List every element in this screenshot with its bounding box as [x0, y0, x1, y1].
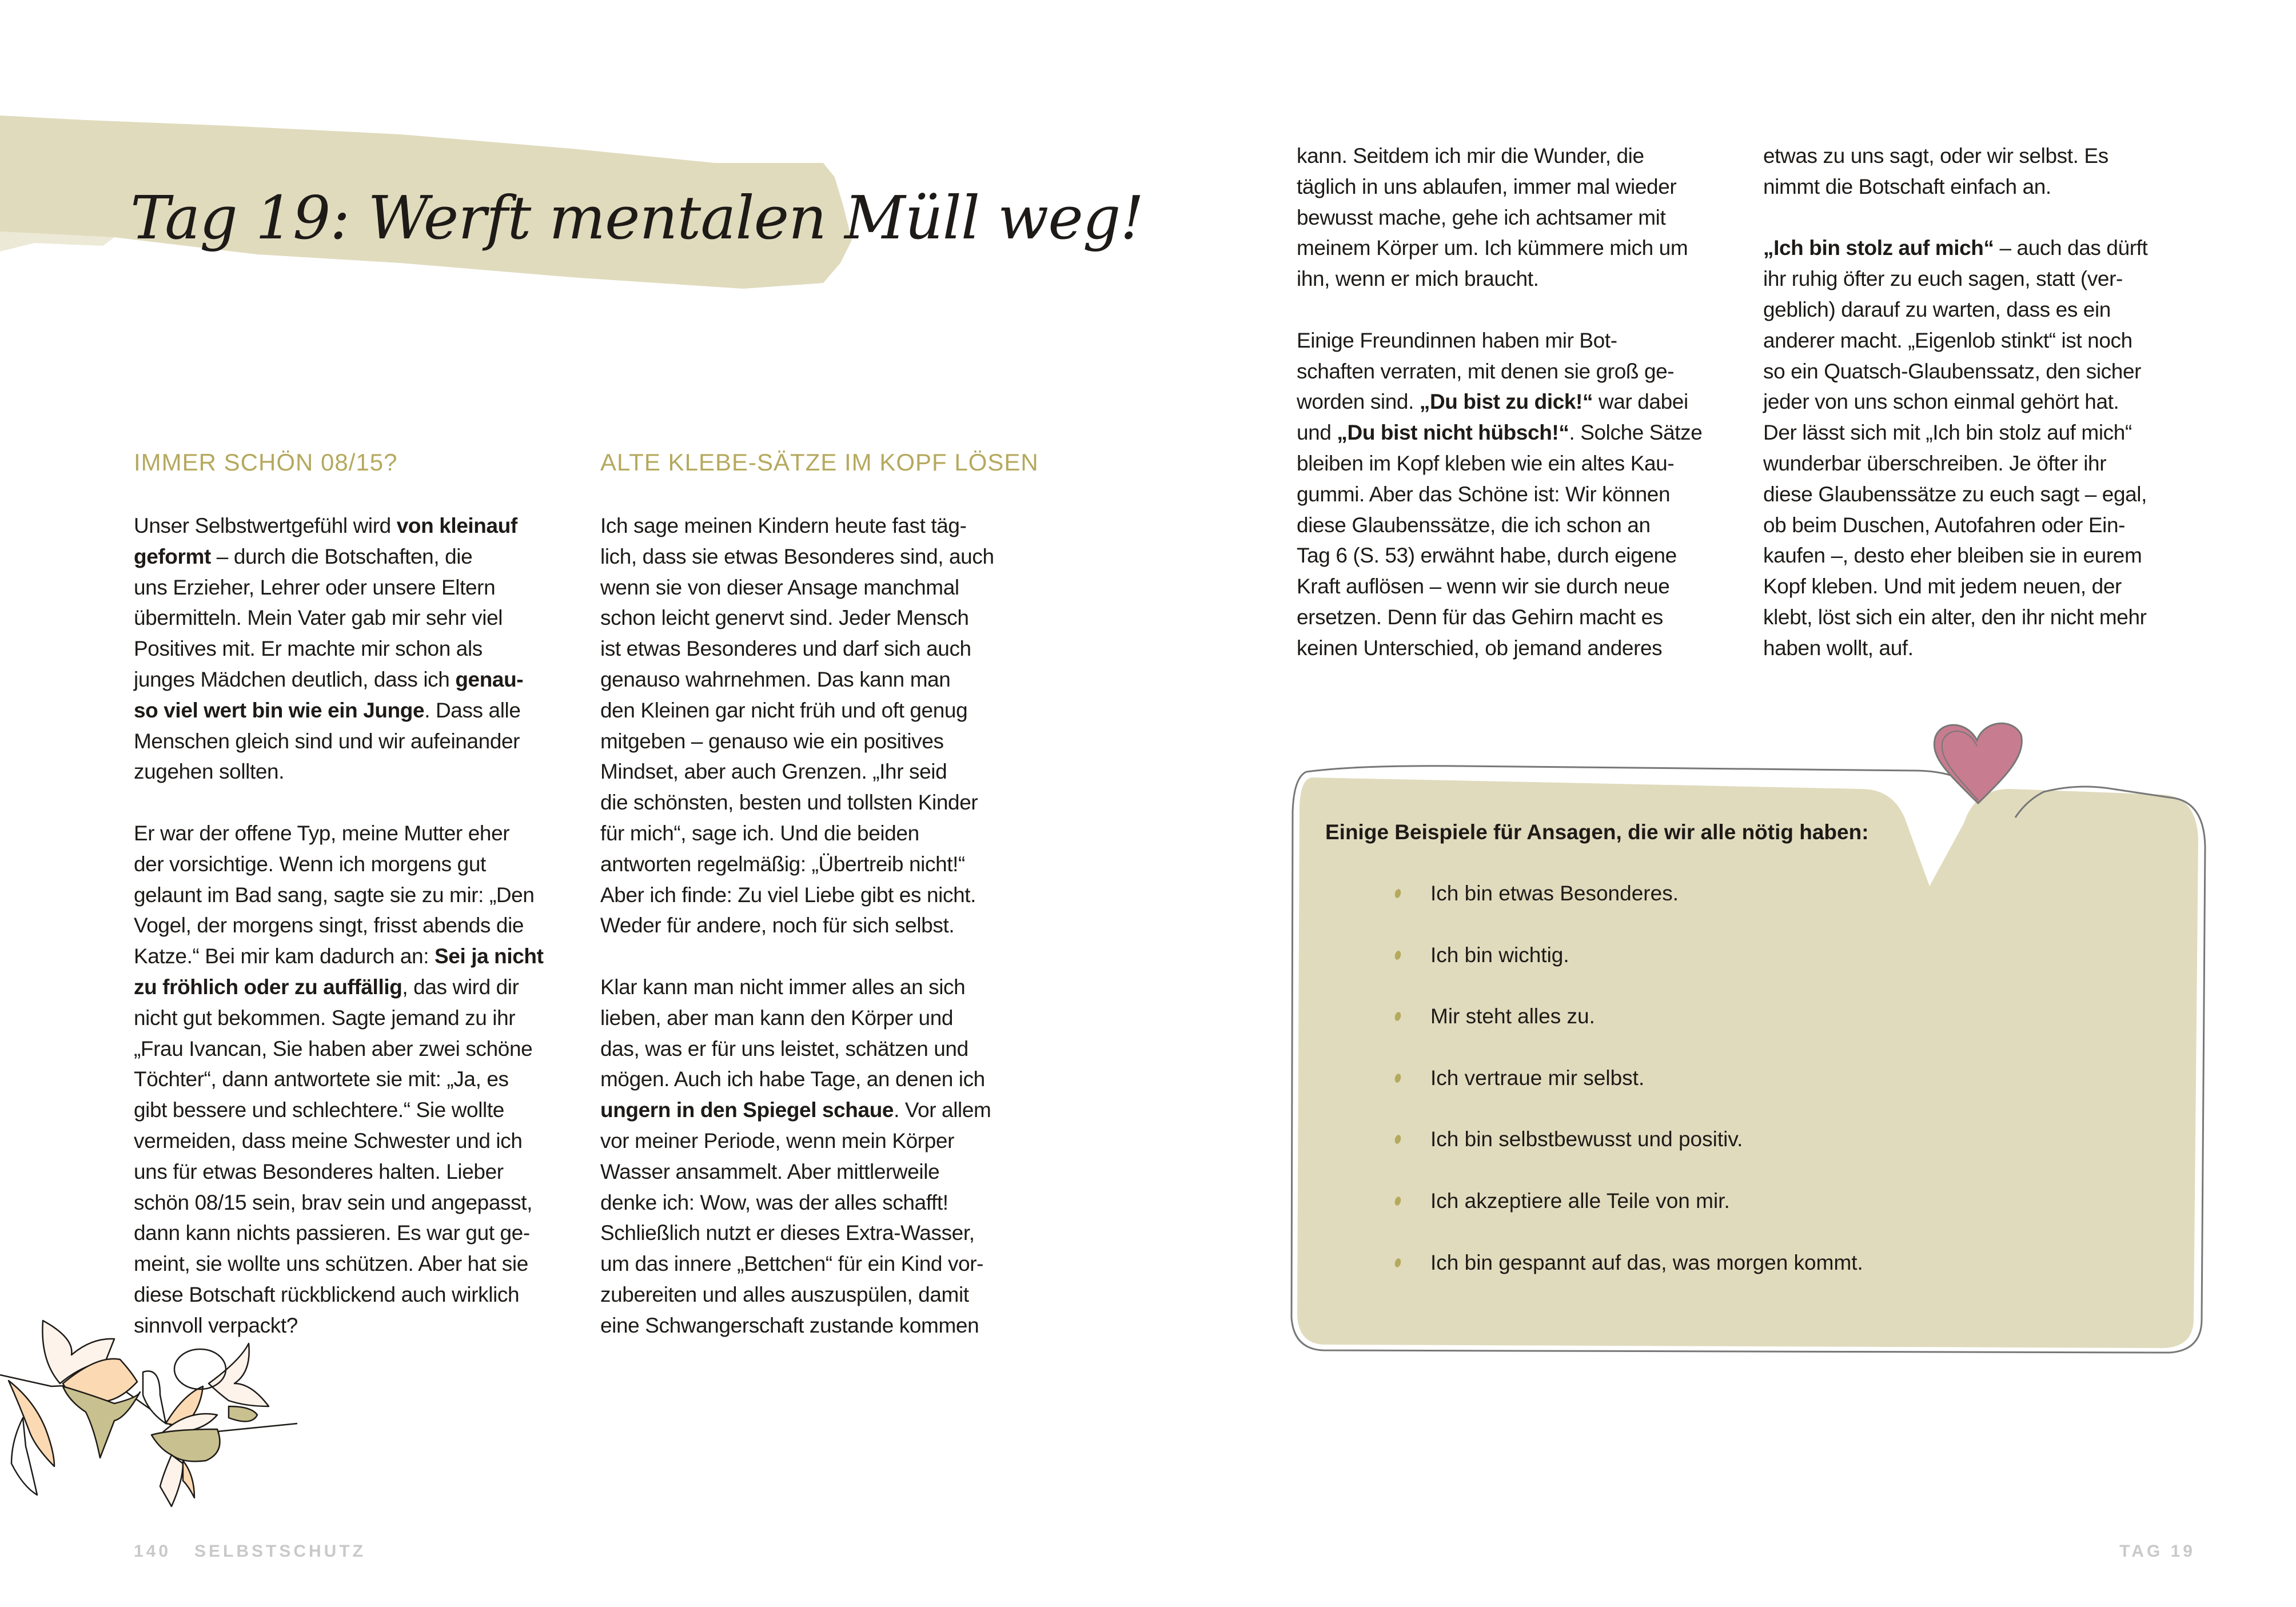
text-line: genauso wahrnehmen. Das kann man	[600, 667, 951, 691]
text-line: bewusst mache, gehe ich achtsamer mit	[1297, 205, 1666, 229]
text-line: „Frau Ivancan, Sie haben aber zwei schöne	[134, 1036, 533, 1060]
bold-text: so viel wert bin wie ein Junge	[134, 698, 425, 722]
text-line: Einige Freundinnen haben mir Bot-	[1297, 328, 1617, 352]
text-line: schaften verraten, mit denen sie groß ge-	[1297, 359, 1675, 383]
footer-section-title: SELBSTSCHUTZ	[194, 1542, 366, 1561]
list-item-text: Mir steht alles zu.	[1430, 1004, 1595, 1028]
text-line: denke ich: Wow, was der alles schafft!	[600, 1190, 948, 1214]
text-line: kann. Seitdem ich mir die Wunder, die	[1297, 144, 1644, 168]
text-segment: junges Mädchen deutlich, dass ich	[134, 667, 456, 691]
text-line	[1297, 386, 1748, 417]
bold-text: „Ich bin stolz auf mich“	[1763, 236, 1994, 260]
text-segment: und	[1297, 421, 1337, 445]
text-line: Vogel, der morgens singt, frisst abends die	[134, 914, 524, 938]
text-line: schon leicht genervt sind. Jeder Mensch	[600, 606, 969, 630]
text-line: Klar kann man nicht immer alles an sich	[600, 975, 966, 999]
text-column-2	[600, 511, 1052, 1341]
text-line: nicht gut bekommen. Sagte jemand zu ihr	[134, 1006, 516, 1030]
bullet-icon	[1394, 1258, 1402, 1268]
text-line: Töchter“, dann antwortete sie mit: „Ja, es	[134, 1067, 509, 1091]
text-line: wunderbar überschreiben. Je öfter ihr	[1763, 451, 2107, 475]
text-line	[1763, 202, 2215, 233]
bold-text: Sei ja nicht	[434, 944, 544, 968]
bold-text: zu fröhlich oder zu auffällig	[134, 975, 402, 999]
text-line: zugehen sollten.	[134, 760, 285, 784]
text-segment: war dabei	[1593, 390, 1688, 414]
text-line: Tag 6 (S. 53) erwähnt habe, durch eigene	[1297, 544, 1677, 568]
list-item	[1395, 882, 1679, 906]
bullet-icon	[1394, 888, 1402, 899]
bold-text: „Du bist zu dick!“	[1419, 390, 1593, 414]
text-line	[134, 972, 585, 1003]
text-segment: . Dass alle	[424, 698, 521, 722]
text-line: mitgeben – genauso wie ein positives	[600, 729, 944, 753]
text-line: antworten regelmäßig: „Übertreib nicht!“	[600, 852, 965, 876]
text-line	[134, 541, 585, 572]
text-line: bleiben im Kopf kleben wie ein altes Kau-	[1297, 451, 1675, 475]
text-line: etwas zu uns sagt, oder wir selbst. Es	[1763, 144, 2108, 168]
text-line: wenn sie von dieser Ansage manchmal	[600, 575, 959, 599]
list-item	[1395, 1189, 1730, 1213]
text-line: für mich“, sage ich. Und die beiden	[600, 821, 919, 845]
text-line: täglich in uns ablaufen, immer mal wieder	[1297, 174, 1677, 198]
text-line: Positives mit. Er machte mir schon als	[134, 637, 483, 661]
text-line: Ich sage meinen Kindern heute fast täg-	[600, 514, 967, 537]
text-line	[134, 787, 585, 818]
list-item	[1395, 1251, 1863, 1275]
text-line: jeder von uns schon einmal gehört hat.	[1763, 390, 2119, 414]
text-line	[1297, 294, 1748, 325]
text-line: Aber ich finde: Zu viel Liebe gibt es nicht.	[600, 883, 976, 907]
text-line: gelaunt im Bad sang, sagte sie zu mir: „Den	[134, 883, 535, 907]
text-line: Kraft auflösen – wenn wir sie durch neue	[1297, 575, 1670, 599]
list-item	[1395, 1066, 1644, 1090]
text-segment: Katze.“ Bei mir kam dadurch an:	[134, 944, 435, 968]
text-line: eine Schwangerschaft zustande kommen	[600, 1313, 979, 1337]
section-heading-1: IMMER SCHÖN 08/15?	[134, 449, 398, 476]
list-item-text: Ich vertraue mir selbst.	[1430, 1066, 1645, 1090]
text-line: übermitteln. Mein Vater gab mir sehr viel	[134, 606, 503, 630]
text-segment: – auch das dürft	[1994, 236, 2148, 260]
text-line: gummi. Aber das Schöne ist: Wir können	[1297, 482, 1671, 506]
text-segment: , das wird dir	[402, 975, 519, 999]
bold-text: „Du bist nicht hübsch!“	[1337, 421, 1569, 445]
text-segment: . Vor allem	[894, 1098, 991, 1122]
bullet-icon	[1394, 1196, 1402, 1206]
text-line	[134, 695, 585, 726]
text-line: Wasser ansammelt. Aber mittlerweile	[600, 1159, 940, 1183]
text-line: meint, sie wollte uns schützen. Aber hat sie	[134, 1252, 528, 1276]
text-column-1	[134, 511, 585, 1341]
text-line: ob beim Duschen, Autofahren oder Ein-	[1763, 513, 2126, 537]
text-line	[1763, 233, 2215, 264]
text-line: Mindset, aber auch Grenzen. „Ihr seid	[600, 760, 947, 784]
text-line: der vorsichtige. Wenn ich morgens gut	[134, 852, 486, 876]
heart-icon	[1927, 717, 2030, 809]
text-line: ist etwas Besonderes und darf sich auch	[600, 637, 971, 661]
text-line: anderer macht. „Eigenlob stinkt“ ist noch	[1763, 328, 2132, 352]
text-line: keinen Unterschied, ob jemand anderes	[1297, 636, 1663, 660]
text-line: uns für etwas Besonderes halten. Lieber	[134, 1159, 504, 1183]
text-line: so ein Quatsch-Glaubenssatz, den sicher	[1763, 359, 2142, 383]
bullet-icon	[1394, 1011, 1402, 1022]
text-line: den Kleinen gar nicht früh und oft genug	[600, 698, 968, 722]
text-segment: . Solche Sätze	[1569, 421, 1703, 445]
text-column-4	[1763, 141, 2215, 664]
bold-text: geformt	[134, 544, 211, 568]
text-line: das, was er für uns leistet, schätzen und	[600, 1036, 968, 1060]
text-line: ihn, wenn er mich braucht.	[1297, 267, 1539, 291]
text-line	[600, 941, 1052, 972]
text-line: dann kann nichts passieren. Es war gut ge-	[134, 1221, 530, 1245]
text-line: diese Glaubenssätze, die ich schon an	[1297, 513, 1651, 537]
flower-branch-decoration	[0, 1315, 400, 1544]
bullet-icon	[1394, 950, 1402, 960]
list-item-text: Ich bin gespannt auf das, was morgen kommt.	[1430, 1250, 1863, 1274]
list-item	[1395, 1004, 1595, 1028]
text-line: vor meiner Periode, wenn mein Körper	[600, 1129, 955, 1153]
page-title: Tag 19: Werft mentalen Müll weg!	[130, 183, 1144, 253]
text-line: ersetzen. Denn für das Gehirn macht es	[1297, 605, 1663, 629]
text-line: Kopf kleben. Und mit jedem neuen, der	[1763, 575, 2122, 599]
text-line: haben wollt, auf.	[1763, 636, 1914, 660]
page-number: 140	[134, 1542, 172, 1561]
box-heading: Einige Beispiele für Ansagen, die wir alle nötig haben:	[1325, 820, 1869, 844]
bold-text: ungern in den Spiegel schaue	[600, 1098, 894, 1122]
text-line	[600, 1095, 1052, 1126]
text-segment: worden sind.	[1297, 390, 1420, 414]
section-heading-2: ALTE KLEBE-SÄTZE IM KOPF LÖSEN	[600, 449, 1039, 476]
text-line: Schließlich nutzt er dieses Extra-Wasser,	[600, 1221, 975, 1245]
text-line: Er war der offene Typ, meine Mutter eher	[134, 821, 510, 845]
text-line: klebt, löst sich ein alter, den ihr nicht mehr	[1763, 605, 2147, 629]
text-line	[134, 511, 585, 541]
text-line: Weder für andere, noch für sich selbst.	[600, 914, 955, 938]
bullet-icon	[1394, 1134, 1402, 1145]
bullet-icon	[1394, 1073, 1402, 1083]
list-item	[1395, 1127, 1743, 1151]
bold-text: von kleinauf	[396, 514, 517, 537]
text-line: schön 08/15 sein, brav sein und angepasst,	[134, 1190, 532, 1214]
footer-day-label: TAG 19	[2119, 1542, 2195, 1561]
text-line: um das innere „Bettchen“ für ein Kind vor-	[600, 1252, 984, 1276]
text-line: meinem Körper um. Ich kümmere mich um	[1297, 236, 1688, 260]
text-line: vermeiden, dass meine Schwester und ich	[134, 1129, 523, 1153]
text-line: mögen. Auch ich habe Tage, an denen ich	[600, 1067, 985, 1091]
text-line: die schönsten, besten und tollsten Kinder	[600, 791, 978, 815]
text-line: lieben, aber man kann den Körper und	[600, 1006, 954, 1030]
text-line: geblich) darauf zu warten, dass es ein	[1763, 297, 2111, 321]
text-line: ihr ruhig öfter zu euch sagen, statt (ver-	[1763, 267, 2123, 291]
text-line	[134, 941, 585, 972]
list-item-text: Ich akzeptiere alle Teile von mir.	[1430, 1189, 1730, 1213]
text-line	[1297, 417, 1748, 448]
text-column-3	[1297, 141, 1748, 664]
text-line: gibt bessere und schlechtere.“ Sie wollte	[134, 1098, 504, 1122]
text-line: nimmt die Botschaft einfach an.	[1763, 174, 2051, 198]
list-item-text: Ich bin etwas Besonderes.	[1430, 882, 1679, 905]
text-segment: Unser Selbstwertgefühl wird	[134, 514, 397, 537]
bold-text: genau-	[455, 667, 524, 691]
text-line: lich, dass sie etwas Besonderes sind, auch	[600, 544, 994, 568]
text-line: Menschen gleich sind und wir aufeinander	[134, 729, 520, 753]
text-line: zubereiten und alles auszuspülen, damit	[600, 1282, 969, 1306]
text-line: sinnvoll verpackt?	[134, 1313, 298, 1337]
text-segment: – durch die Botschaften, die	[210, 544, 473, 568]
list-item-text: Ich bin wichtig.	[1430, 943, 1569, 967]
text-line: diese Botschaft rückblickend auch wirklich	[134, 1282, 520, 1306]
text-line: diese Glaubenssätze zu euch sagt – egal,	[1763, 482, 2147, 506]
text-line: kaufen –, desto eher bleiben sie in eurem	[1763, 544, 2142, 568]
list-item	[1395, 943, 1569, 967]
text-line	[134, 664, 585, 695]
text-line: Der lässt sich mit „Ich bin stolz auf mich“	[1763, 421, 2132, 445]
list-item-text: Ich bin selbstbewusst und positiv.	[1430, 1127, 1743, 1151]
text-line: uns Erzieher, Lehrer oder unsere Eltern	[134, 575, 496, 599]
